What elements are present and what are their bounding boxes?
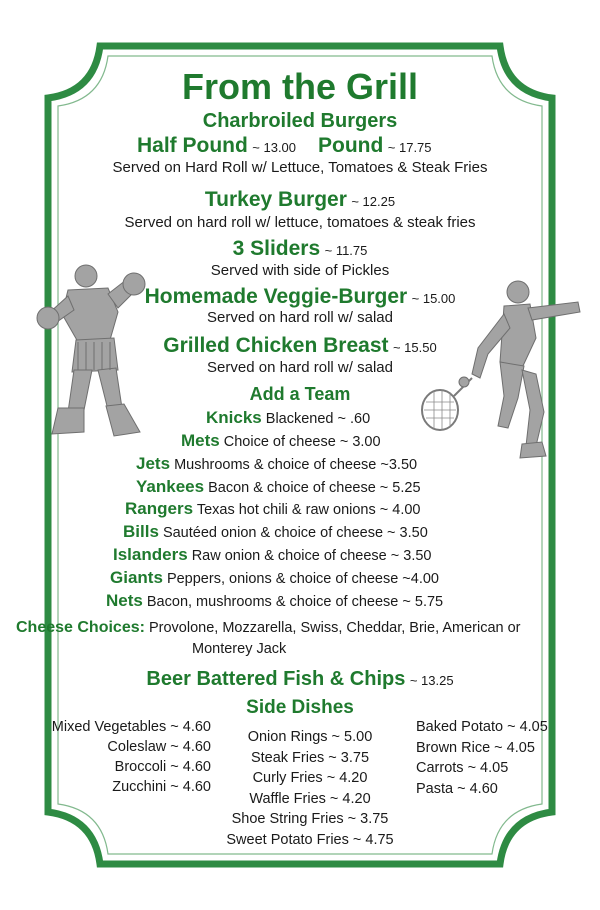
- item-price: ~ 12.25: [351, 194, 396, 209]
- side-item: Mixed Vegetables ~ 4.60: [51, 719, 211, 735]
- item-price: ~ 15.50: [392, 340, 437, 355]
- team-row: [136, 454, 417, 474]
- sides-middle-column: [215, 727, 405, 850]
- team-desc: Raw onion & choice of cheese ~ 3.50: [191, 548, 432, 564]
- team-desc: Sautéed onion & choice of cheese ~ 3.50: [162, 525, 428, 541]
- side-item: Waffle Fries ~ 4.20: [249, 790, 371, 807]
- item-name: Homemade Veggie-Burger: [144, 285, 408, 308]
- team-name: Bills: [123, 522, 159, 541]
- side-item: Brown Rice ~ 4.05: [416, 739, 535, 756]
- team-desc: Bacon & choice of cheese ~ 5.25: [208, 480, 421, 496]
- item-name: 3 Sliders: [232, 237, 321, 260]
- team-desc: Texas hot chili & raw onions ~ 4.00: [196, 502, 421, 518]
- section-heading-burgers: Charbroiled Burgers: [202, 110, 398, 132]
- item-description: Served on hard roll w/ salad: [207, 359, 393, 376]
- cheese-label: Cheese Choices:: [16, 619, 145, 636]
- team-name: Islanders: [113, 545, 188, 564]
- team-name: Nets: [106, 591, 143, 610]
- team-name: Rangers: [125, 499, 194, 518]
- menu-item-half-pound: [137, 134, 296, 158]
- item-price: ~ 15.00: [411, 291, 456, 306]
- side-item: Coleslaw ~ 4.60: [107, 739, 211, 755]
- team-row: [125, 499, 420, 519]
- team-desc: Blackened ~ .60: [265, 411, 371, 427]
- menu-item-veggie-burger: [0, 285, 600, 309]
- cheese-choices: [16, 619, 521, 637]
- menu-item-turkey-burger: [0, 188, 600, 212]
- side-item: Shoe String Fries ~ 3.75: [231, 811, 389, 827]
- item-description: Served on hard roll w/ lettuce, tomatoes & steak fries: [124, 214, 476, 231]
- team-row: [136, 477, 421, 497]
- item-description: Served with side of Pickles: [210, 262, 390, 279]
- side-item: Curly Fries ~ 4.20: [252, 770, 368, 786]
- item-name: Turkey Burger: [204, 188, 347, 211]
- sides-left-column: [25, 717, 211, 797]
- item-price: ~ 11.75: [324, 243, 368, 258]
- item-name: Grilled Chicken Breast: [163, 334, 389, 357]
- item-name: Pound: [318, 134, 384, 157]
- item-price: ~ 17.75: [387, 140, 432, 155]
- side-item: Baked Potato ~ 4.05: [416, 719, 548, 735]
- section-heading-add-a-team: Add a Team: [249, 384, 351, 404]
- team-desc: Choice of cheese ~ 3.00: [223, 434, 381, 450]
- item-name: Beer Battered Fish & Chips: [146, 668, 406, 690]
- section-heading-side-dishes: Side Dishes: [246, 697, 354, 718]
- team-row: [123, 522, 428, 542]
- item-price: ~ 13.00: [252, 140, 297, 155]
- team-desc: Bacon, mushrooms & choice of cheese ~ 5.75: [146, 594, 444, 610]
- side-item: Zucchini ~ 4.60: [112, 779, 211, 795]
- item-description: Served on hard roll w/ salad: [207, 309, 393, 326]
- team-desc: Peppers, onions & choice of cheese ~4.00: [166, 571, 439, 587]
- team-name: Yankees: [136, 477, 205, 496]
- side-item: Broccoli ~ 4.60: [114, 759, 211, 775]
- item-name: Half Pound: [137, 134, 248, 157]
- side-item: Sweet Potato Fries ~ 4.75: [226, 831, 394, 848]
- team-name: Jets: [136, 454, 171, 473]
- menu-item-pound: [318, 134, 432, 158]
- menu-item-grilled-chicken: [0, 334, 600, 358]
- menu-item-sliders: [0, 237, 600, 261]
- item-price: ~ 13.25: [409, 673, 454, 688]
- side-item: Carrots ~ 4.05: [416, 760, 509, 776]
- team-row: [181, 431, 381, 451]
- menu-title: From the Grill: [181, 66, 419, 107]
- team-name: Mets: [181, 431, 220, 450]
- side-item: Steak Fries ~ 3.75: [250, 749, 370, 766]
- team-name: Knicks: [206, 408, 262, 427]
- burger-description: Served on Hard Roll w/ Lettuce, Tomatoes & Steak Fries: [112, 159, 488, 176]
- team-desc: Mushrooms & choice of cheese ~3.50: [174, 457, 418, 473]
- cheese-options: Provolone, Mozzarella, Swiss, Cheddar, Brie, American or: [148, 620, 521, 636]
- cheese-options-continued: Monterey Jack: [192, 641, 287, 657]
- team-row: [206, 408, 370, 428]
- team-row: [113, 545, 432, 565]
- sides-right-column: [416, 717, 548, 799]
- side-item: Pasta ~ 4.60: [416, 780, 498, 797]
- team-name: Giants: [110, 568, 163, 587]
- team-row: [106, 591, 443, 611]
- side-item: Onion Rings ~ 5.00: [247, 729, 373, 745]
- menu-item-fish-and-chips: [0, 668, 600, 691]
- team-row: [110, 568, 439, 588]
